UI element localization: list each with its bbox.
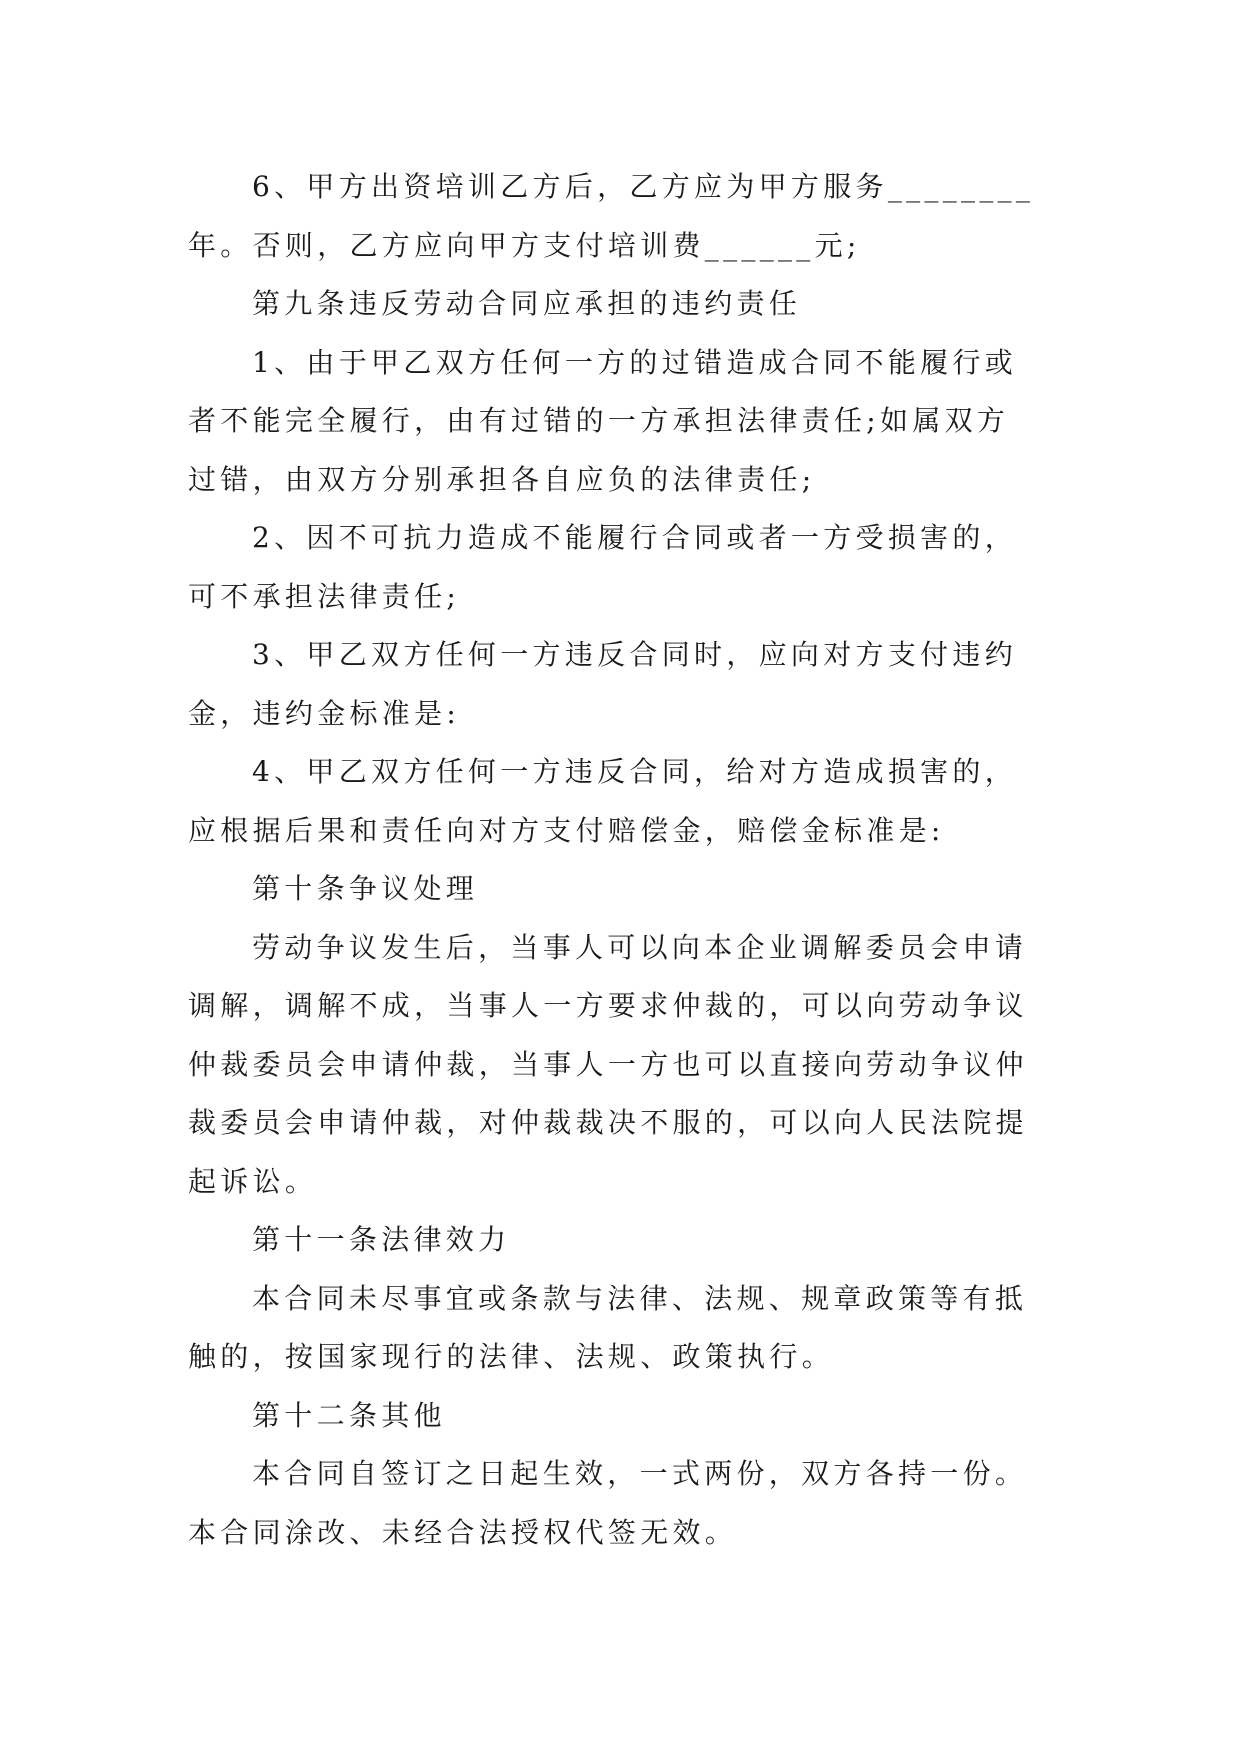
article-12-heading: 第十二条其他 xyxy=(252,1398,446,1432)
article-11-body-line-1: 本合同未尽事宜或条款与法律、法规、规章政策等有抵 xyxy=(252,1281,1028,1315)
article-12-body-line-1: 本合同自签订之日起生效，一式两份，双方各持一份。 xyxy=(252,1457,1028,1490)
article-9-item-2-line-1: 2、因不可抗力造成不能履行合同或者一方受损害的， xyxy=(252,521,1018,554)
document-page xyxy=(188,158,1050,1562)
article-10-heading: 第十条争议处理 xyxy=(252,872,479,905)
clause-6-training-line-1: 6、甲方出资培训乙方后，乙方应为甲方服务________ xyxy=(252,170,1035,203)
article-10-body-line-1: 劳动争议发生后，当事人可以向本企业调解委员会申请 xyxy=(252,930,1028,964)
article-9-item-3-line-1: 3、甲乙双方任何一方违反合同时，应向对方支付违约 xyxy=(252,638,1018,671)
article-9-item-4-line-2: 应根据后果和责任向对方支付赔偿金，赔偿金标准是: xyxy=(188,813,945,847)
article-10-body-line-3: 仲裁委员会申请仲裁，当事人一方也可以直接向劳动争议仲 xyxy=(188,1047,1028,1081)
article-10-body-line-5: 起诉讼。 xyxy=(188,1164,318,1198)
article-9-item-4-line-1: 4、甲乙双方任何一方违反合同，给对方造成损害的， xyxy=(252,755,1018,788)
clause-6-training-line-2: 年。否则，乙方应向甲方支付培训费______元; xyxy=(188,228,861,262)
article-12-body-line-2: 本合同涂改、未经合法授权代签无效。 xyxy=(188,1515,738,1549)
article-9-item-3-line-2: 金，违约金标准是: xyxy=(188,696,461,730)
article-10-body-line-2: 调解，调解不成，当事人一方要求仲裁的，可以向劳动争议 xyxy=(188,989,1028,1022)
article-9-heading: 第九条违反劳动合同应承担的违约责任 xyxy=(252,287,802,320)
article-9-item-2-line-2: 可不承担法律责任; xyxy=(188,579,461,613)
article-11-heading: 第十一条法律效力 xyxy=(252,1223,511,1256)
article-9-item-1-line-3: 过错，由双方分别承担各自应负的法律责任; xyxy=(188,462,816,496)
article-9-item-1-line-2: 者不能完全履行，由有过错的一方承担法律责任;如属双方 xyxy=(188,404,1010,437)
article-11-body-line-2: 触的，按国家现行的法律、法规、政策执行。 xyxy=(188,1340,835,1373)
article-9-item-1-line-1: 1、由于甲乙双方任何一方的过错造成合同不能履行或 xyxy=(252,345,1018,379)
article-10-body-line-4: 裁委员会申请仲裁，对仲裁裁决不服的，可以向人民法院提 xyxy=(188,1106,1028,1139)
